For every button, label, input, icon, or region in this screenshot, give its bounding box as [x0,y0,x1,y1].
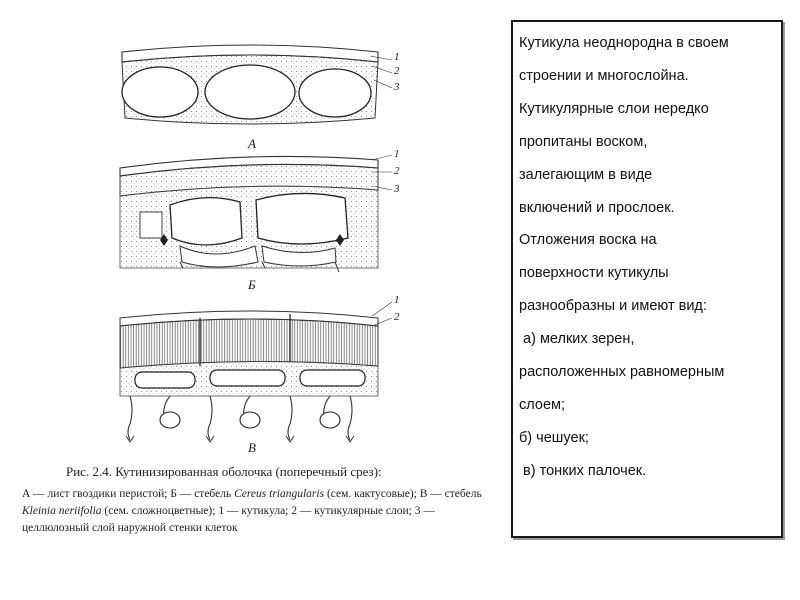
caption-part-1: А — лист гвоздики перистой; Б — стебель [22,488,235,500]
drawing-c [120,302,392,442]
text-box [511,20,783,538]
caption-species-1: Cereus triangularis [234,488,325,500]
drawing-c-callout-2: 2 [394,311,400,323]
caption-text [22,486,502,537]
drawing-a-callout-3: 3 [394,81,400,93]
caption-part-2: (сем. кактусовые); В — стебель [324,488,482,500]
drawing-b [120,155,392,272]
drawing-c-label: В [248,440,256,455]
drawing-a-callout-1: 1 [394,51,400,63]
drawing-b-callout-3: 3 [394,183,400,195]
text-line: б) чешуек; [519,429,589,446]
drawing-b-callout-2: 2 [394,165,400,177]
figure-caption [22,464,502,537]
text-line: Кутикулярные слои нередко [519,100,709,117]
text-line: включений и прослоек. [519,199,675,216]
caption-species-2: Kleinia neriifolia [22,505,102,517]
drawing-b-callout-1: 1 [394,148,400,160]
drawing-a-callout-2: 2 [394,65,400,77]
text-line: залегающим в виде [519,166,653,183]
drawing-a-label: А [248,136,256,151]
drawing-a [122,45,392,124]
caption-title: Рис. 2.4. Кутинизированная оболочка (поперечный срез): [66,464,382,479]
text-line: а) мелких зерен, [519,331,635,348]
text-line: слоем; [519,396,565,413]
drawing-c-callout-1: 1 [394,294,400,306]
text-line: расположенных равномерным [519,364,725,381]
caption-part-3: (сем. сложноцветные); 1 — кутикула; 2 — кутикулярные слои; 3 — целлюлозный слой наружной стенки клеток [22,505,435,534]
text-line: строении и многослойна. [519,67,689,84]
text-line: разнообразны и имеют вид: [519,298,707,315]
cuticle-illustration [0,0,505,462]
text-line: поверхности кутикулы [519,265,669,282]
text-line: Отложения воска на [519,232,657,249]
text-line: Кутикула неоднородна в своем [519,35,729,51]
text-line: пропитаны воском, [519,133,648,150]
text-line: в) тонких палочек. [519,462,647,479]
drawing-b-label: Б [248,277,256,292]
